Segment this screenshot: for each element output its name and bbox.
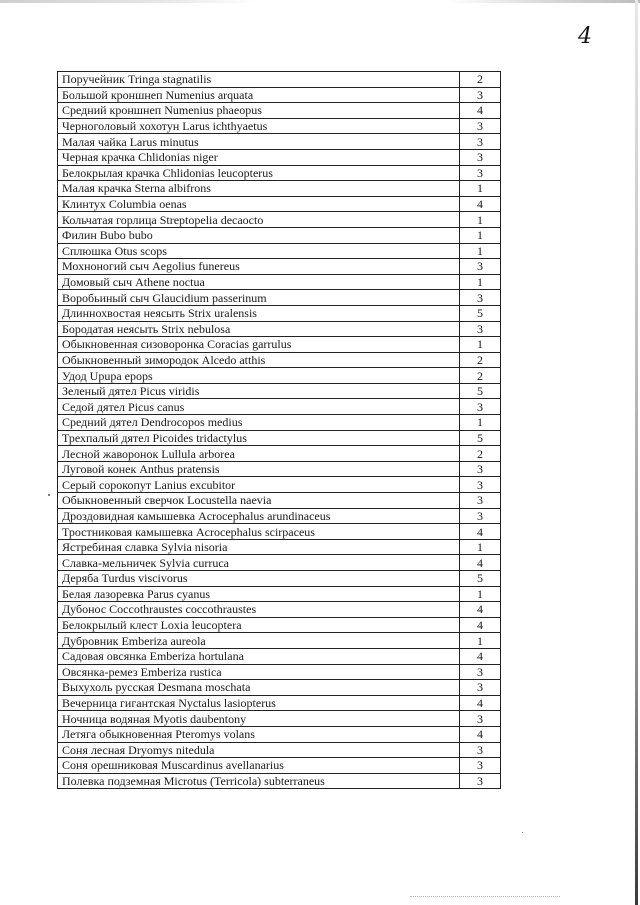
status-category-cell: 3 [460,508,501,524]
table-row [58,72,501,88]
status-category-cell: 4 [460,524,501,540]
status-category-cell: 1 [460,212,501,228]
table-row [58,680,501,696]
table-row [58,493,501,509]
species-name-cell: Зеленый дятел Picus viridis [58,383,460,399]
species-name-cell: Сплюшка Otus scops [58,243,460,259]
status-category-cell: 4 [460,726,501,742]
species-name-cell: Воробьиный сыч Glaucidium passerinum [58,290,460,306]
table-row [58,461,501,477]
species-name-cell: Черноголовый хохотун Larus ichthyaetus [58,118,460,134]
status-category-cell: 1 [460,415,501,431]
table-row [58,586,501,602]
status-category-cell: 4 [460,648,501,664]
status-category-cell: 3 [460,118,501,134]
status-category-cell: 1 [460,337,501,353]
table-row [58,758,501,774]
status-category-cell: 3 [460,742,501,758]
table-row [58,477,501,493]
table-row [58,196,501,212]
species-name-cell: Лесной жаворонок Lullula arborea [58,446,460,462]
species-name-cell: Дубонос Coccothraustes coccothraustes [58,602,460,618]
scan-right-edge [635,0,638,905]
species-name-cell: Малая крачка Sterna albifrons [58,181,460,197]
species-name-cell: Соня лесная Dryomys nitedula [58,742,460,758]
table-row [58,243,501,259]
species-name-cell: Домовый сыч Athene noctua [58,274,460,290]
table-row [58,305,501,321]
table-row [58,274,501,290]
table-row [58,87,501,103]
table-row [58,648,501,664]
table-row [58,118,501,134]
species-name-cell: Удод Upupa epops [58,368,460,384]
status-category-cell: 3 [460,461,501,477]
table-row [58,368,501,384]
status-category-cell: 3 [460,680,501,696]
status-category-cell: 3 [460,493,501,509]
species-name-cell: Белокрылый клест Loxia leucoptera [58,617,460,633]
table-row [58,430,501,446]
species-name-cell: Средний дятел Dendrocopos medius [58,415,460,431]
species-name-cell: Ястребиная славка Sylvia nisoria [58,539,460,555]
table-row [58,742,501,758]
table-row [58,555,501,571]
species-name-cell: Деряба Turdus viscivorus [58,571,460,587]
table-row [58,524,501,540]
status-category-cell: 2 [460,352,501,368]
status-category-cell: 3 [460,259,501,275]
status-category-cell: 4 [460,617,501,633]
status-category-cell: 1 [460,539,501,555]
status-category-cell: 5 [460,571,501,587]
species-name-cell: Седой дятел Picus canus [58,399,460,415]
species-name-cell: Дубровник Emberiza aureola [58,633,460,649]
table-row [58,711,501,727]
species-table [57,71,501,789]
species-name-cell: Белая лазоревка Parus cyanus [58,586,460,602]
species-name-cell: Бородатая неясыть Strix nebulosa [58,321,460,337]
status-category-cell: 3 [460,149,501,165]
status-category-cell: 2 [460,368,501,384]
table-row [58,352,501,368]
species-name-cell: Большой кроншнеп Numenius arquata [58,87,460,103]
species-name-cell: Клинтух Columbia oenas [58,196,460,212]
table-row [58,290,501,306]
status-category-cell: 4 [460,695,501,711]
status-category-cell: 3 [460,134,501,150]
table-row [58,446,501,462]
species-name-cell: Луговой конек Anthus pratensis [58,461,460,477]
table-row [58,773,501,789]
status-category-cell: 3 [460,321,501,337]
status-category-cell: 4 [460,103,501,119]
status-category-cell: 1 [460,274,501,290]
footer-scan-artifact [410,896,560,898]
status-category-cell: 4 [460,602,501,618]
status-category-cell: 4 [460,196,501,212]
table-row [58,165,501,181]
table-row [58,321,501,337]
scan-top-edge [0,0,640,3]
scan-speck [48,494,50,496]
status-category-cell: 1 [460,243,501,259]
species-name-cell: Славка-мельничек Sylvia curruca [58,555,460,571]
table-row [58,399,501,415]
status-category-cell: 3 [460,773,501,789]
status-category-cell: 3 [460,290,501,306]
table-row [58,571,501,587]
table-row [58,181,501,197]
species-name-cell: Длиннохвостая неясыть Strix uralensis [58,305,460,321]
status-category-cell: 3 [460,477,501,493]
table-row [58,633,501,649]
species-name-cell: Выхухоль русская Desmana moschata [58,680,460,696]
table-row [58,664,501,680]
table-row [58,337,501,353]
table-row [58,212,501,228]
table-row [58,617,501,633]
status-category-cell: 5 [460,430,501,446]
species-name-cell: Серый сорокопут Lanius excubitor [58,477,460,493]
species-name-cell: Обыкновенный зимородок Alcedo atthis [58,352,460,368]
species-table-body [58,72,501,789]
table-row [58,149,501,165]
table-row [58,227,501,243]
table-row [58,726,501,742]
status-category-cell: 3 [460,87,501,103]
species-name-cell: Трехпалый дятел Picoides tridactylus [58,430,460,446]
table-row [58,134,501,150]
species-name-cell: Соня орешниковая Muscardinus avellanarius [58,758,460,774]
table-row [58,539,501,555]
status-category-cell: 3 [460,165,501,181]
status-category-cell: 3 [460,664,501,680]
species-name-cell: Малая чайка Larus minutus [58,134,460,150]
table-row [58,508,501,524]
species-name-cell: Поручейник Tringa stagnatilis [58,72,460,88]
status-category-cell: 4 [460,555,501,571]
table-row [58,383,501,399]
table-row [58,415,501,431]
status-category-cell: 1 [460,181,501,197]
species-name-cell: Дроздовидная камышевка Acrocephalus arundinaceus [58,508,460,524]
status-category-cell: 2 [460,72,501,88]
species-name-cell: Садовая овсянка Emberiza hortulana [58,648,460,664]
status-category-cell: 1 [460,633,501,649]
species-name-cell: Средний кроншнеп Numenius phaeopus [58,103,460,119]
table-row [58,695,501,711]
status-category-cell: 1 [460,227,501,243]
table-row [58,259,501,275]
species-name-cell: Белокрылая крачка Chlidonias leucopterus [58,165,460,181]
species-name-cell: Вечерница гигантская Nyctalus lasiopterus [58,695,460,711]
species-name-cell: Кольчатая горлица Streptopelia decaocto [58,212,460,228]
species-name-cell: Летяга обыкновенная Pteromys volans [58,726,460,742]
status-category-cell: 3 [460,758,501,774]
species-name-cell: Черная крачка Chlidonias niger [58,149,460,165]
status-category-cell: 5 [460,383,501,399]
page-number: 4 [578,24,592,49]
status-category-cell: 1 [460,586,501,602]
species-name-cell: Обыкновенный сверчок Locustella naevia [58,493,460,509]
species-name-cell: Мохноногий сыч Aegolius funereus [58,259,460,275]
species-name-cell: Ночница водяная Myotis daubentony [58,711,460,727]
species-name-cell: Овсянка-ремез Emberiza rustica [58,664,460,680]
species-name-cell: Тростниковая камышевка Acrocephalus scirpaceus [58,524,460,540]
table-row [58,602,501,618]
status-category-cell: 2 [460,446,501,462]
species-name-cell: Филин Bubo bubo [58,227,460,243]
status-category-cell: 3 [460,399,501,415]
status-category-cell: 3 [460,711,501,727]
species-name-cell: Полевка подземная Microtus (Terricola) subterraneus [58,773,460,789]
scan-speck [522,832,523,833]
status-category-cell: 5 [460,305,501,321]
table-row [58,103,501,119]
species-name-cell: Обыкновенная сизоворонка Coracias garrulus [58,337,460,353]
